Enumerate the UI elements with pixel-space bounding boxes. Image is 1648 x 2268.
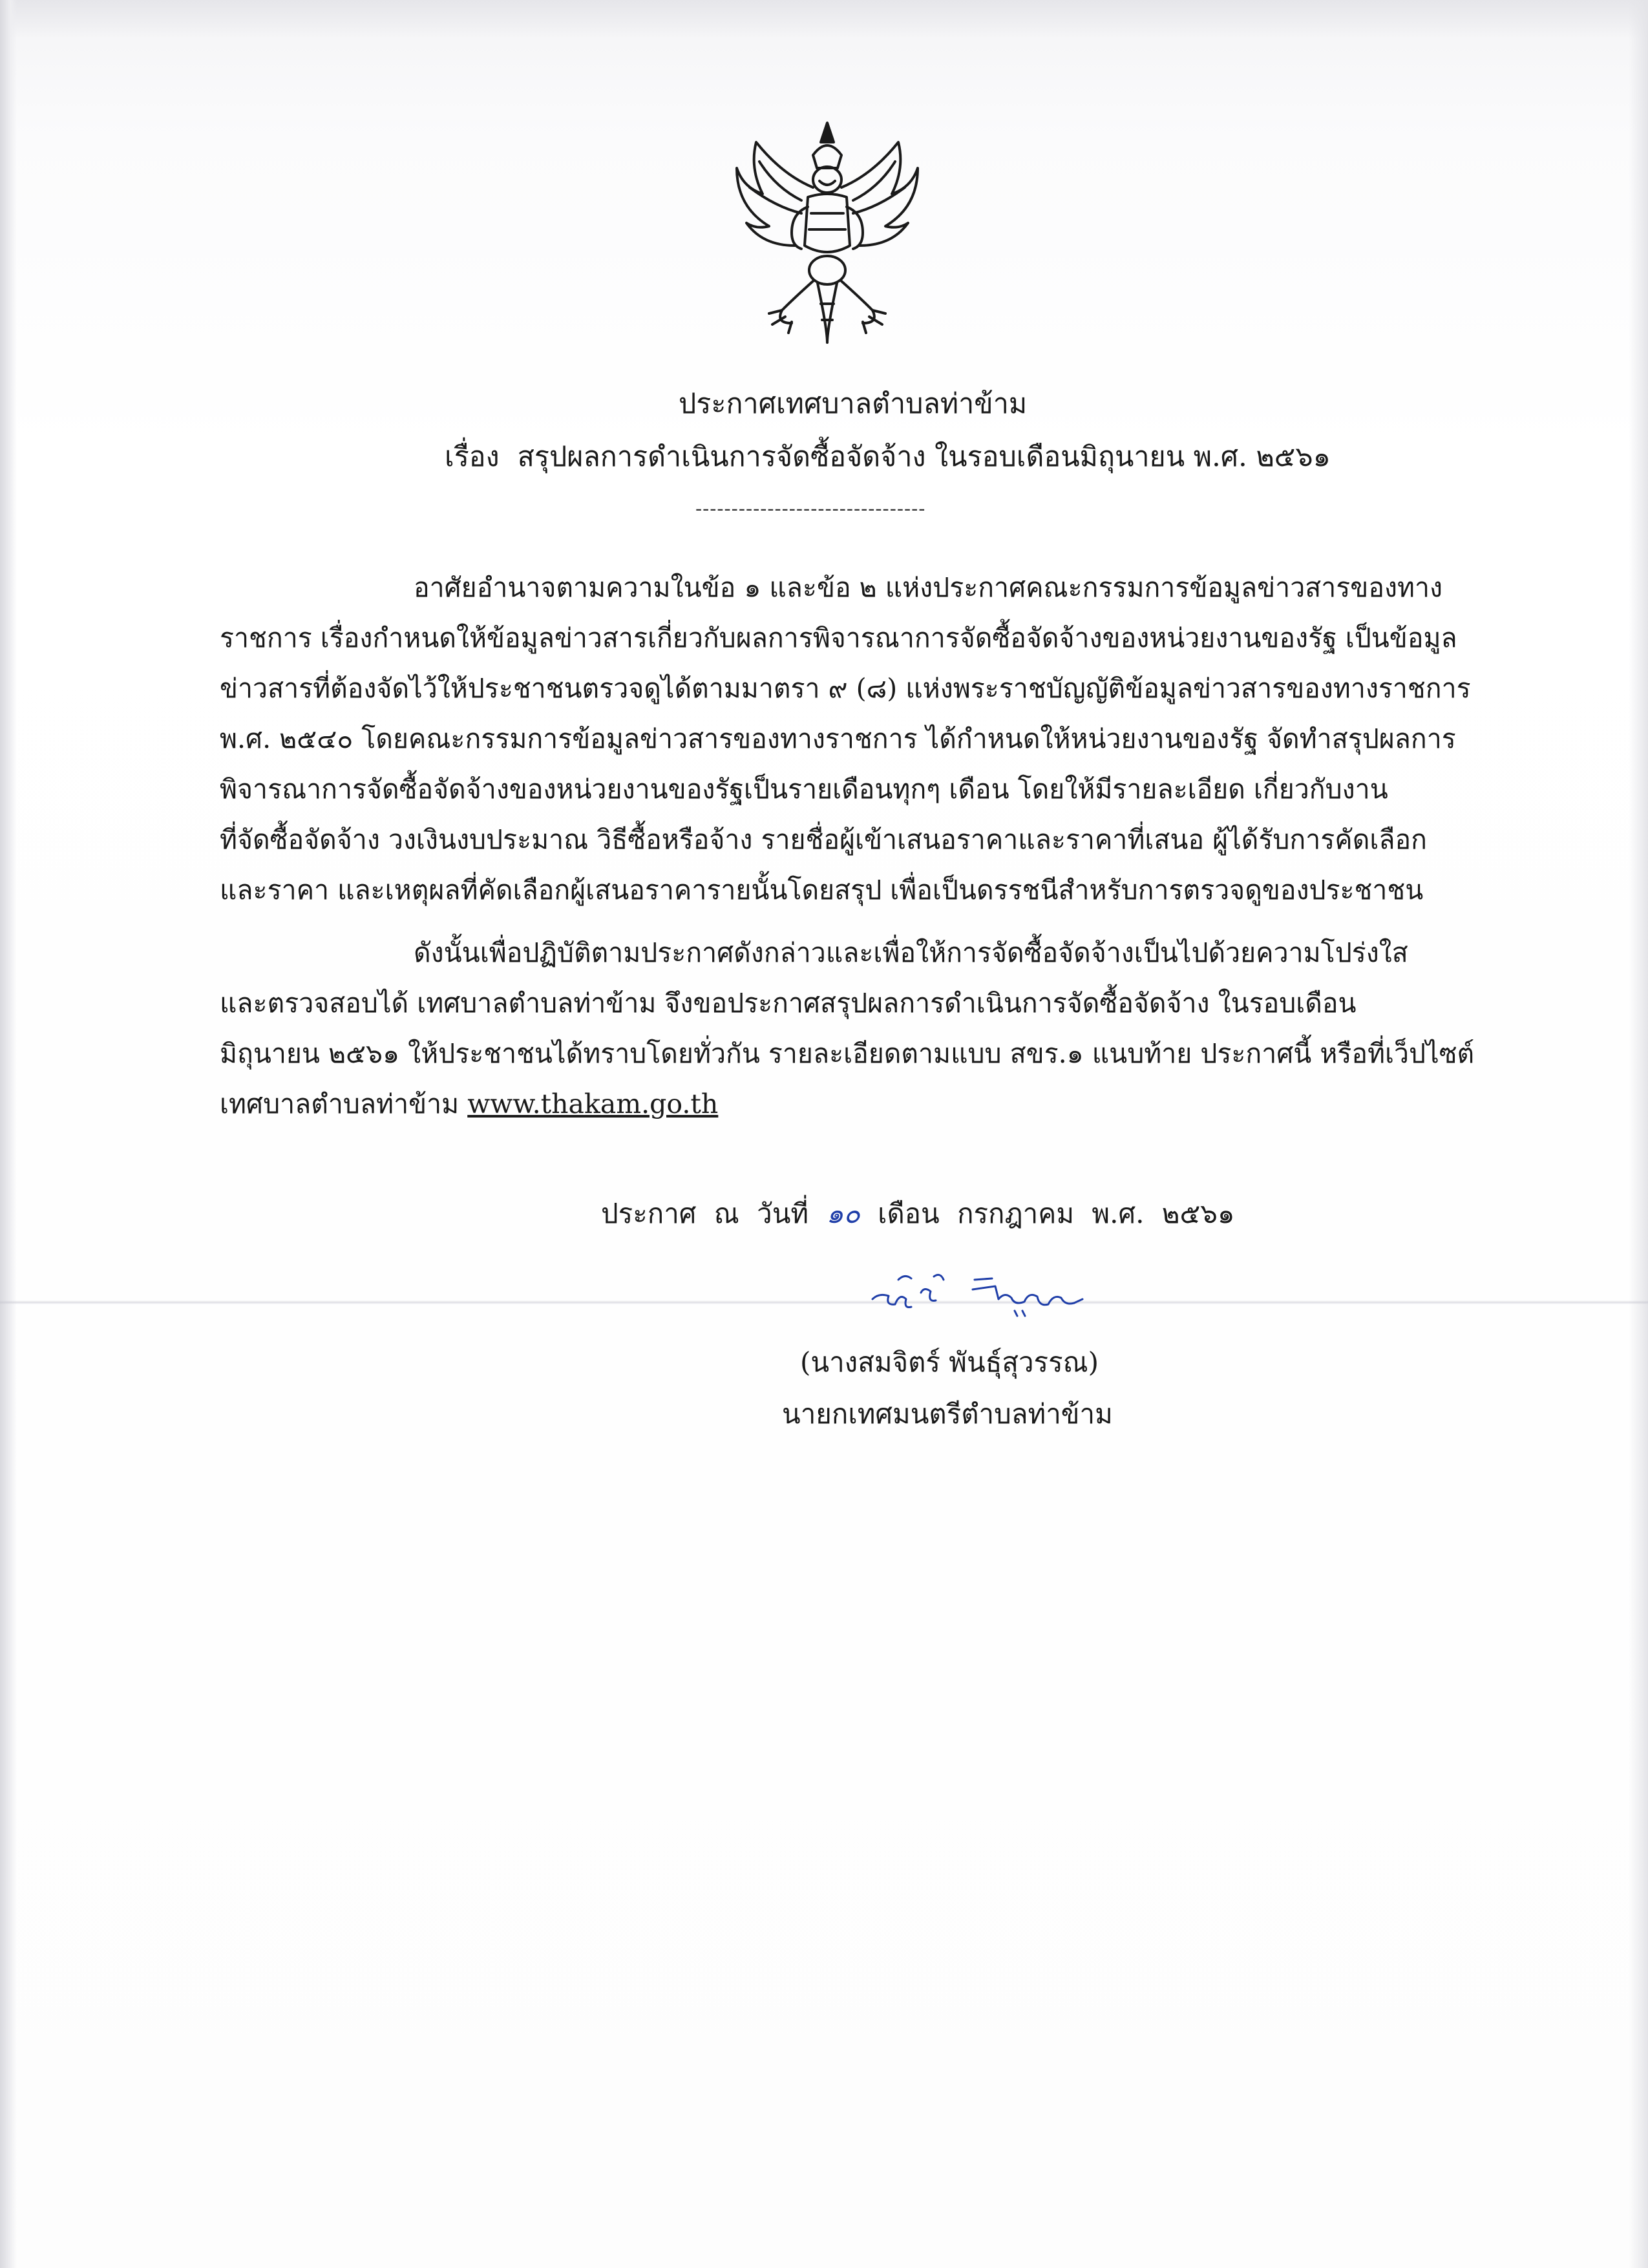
paragraph-line: ดังนั้นเพื่อปฏิบัติตามประกาศดังกล่าวและเพื่อให้การจัดซื้อจัดจ้างเป็นไปด้วยความโปร่งใส [414,937,1408,968]
scan-edge-right [1629,0,1648,2268]
date-prefix: ประกาศ ณ วันที่ [601,1198,809,1229]
scan-edge-left [0,0,17,2268]
paragraph-1 [220,562,1471,915]
announcement-subject [445,434,1331,478]
paragraph-line: พ.ศ. ๒๕๔๐ โดยคณะกรรมการข้อมูลข่าวสารของทางราชการ ได้กำหนดให้หน่วยงานของรัฐ จัดทำสรุปผลการ [220,723,1456,754]
paragraph-line: และตรวจสอบได้ เทศบาลตำบลท่าข้าม จึงขอประกาศสรุปผลการดำเนินการจัดซื้อจัดจ้าง ในรอบเดือน [220,988,1357,1019]
handwritten-signature [860,1254,1131,1325]
date-month-label: เดือน [878,1198,940,1229]
announcement-date [601,1192,1235,1235]
paragraph-line: มิถุนายน ๒๕๖๑ ให้ประชาชนได้ทราบโดยทั่วกัน รายละเอียดตามแบบ สขร.๑ แนบท้าย ประกาศนี้ หรือที่เว็ปไซต์ [220,1038,1475,1069]
paper-fold [0,1300,1648,1304]
scan-shadow-top [0,0,1648,39]
signer-position: นายกเทศมนตรีตำบลท่าข้าม [782,1398,1113,1430]
date-month: กรกฎาคม [957,1198,1075,1229]
paragraph-line [220,1079,1454,1129]
paragraph-line: อาศัยอำนาจตามความในข้อ ๑ และข้อ ๒ แห่งประกาศคณะกรรมการข้อมูลข่าวสารของทาง [414,572,1443,603]
subject-text: สรุปผลการดำเนินการจัดซื้อจัดจ้าง ในรอบเดือนมิถุนายน พ.ศ. ๒๕๖๑ [517,441,1331,473]
paragraph-line: ที่จัดซื้อจัดจ้าง วงเงินงบประมาณ วิธีซื้อหรือจ้าง รายชื่อผู้เข้าเสนอราคาและราคาที่เสนอ ผู้ได้รับการคัดเลือก [220,824,1427,855]
date-day: ๑๐ [826,1198,860,1229]
garuda-emblem-icon [730,116,924,349]
paragraph-line: และราคา และเหตุผลที่คัดเลือกผู้เสนอราคารายนั้นโดยสรุป เพื่อเป็นดรรชนีสำหรับการตรวจดูของประชาชน [220,874,1424,906]
website-link[interactable]: www.thakam.go.th [467,1088,719,1119]
separator-rule: -------------------------------- [695,498,926,520]
subject-label: เรื่อง [445,441,500,473]
date-year: พ.ศ. ๒๕๖๑ [1092,1198,1235,1229]
paragraph-line: ราชการ เรื่องกำหนดให้ข้อมูลข่าวสารเกี่ยวกับผลการพิจารณาการจัดซื้อจัดจ้างของหน่วยงานของรัฐ เป็นข้อมูล [220,622,1457,653]
paragraph-line: ข่าวสารที่ต้องจัดไว้ให้ประชาชนตรวจดูได้ตามมาตรา ๙ (๘) แห่งพระราชบัญญัติข้อมูลข่าวสารของทางราชการ [220,673,1471,704]
announcement-title: ประกาศเทศบาลตำบลท่าข้าม [679,388,1028,420]
paragraph-line: พิจารณาการจัดซื้อจัดจ้างของหน่วยงานของรัฐเป็นรายเดือนทุกๆ เดือน โดยให้มีรายละเอียด เกี่ยวกับงาน [220,774,1388,805]
paragraph-2 [220,927,1475,1129]
signer-name: (นางสมจิตร์ พันธุ์สุวรรณ) [800,1346,1099,1378]
website-prefix: เทศบาลตำบลท่าข้าม [220,1088,468,1119]
